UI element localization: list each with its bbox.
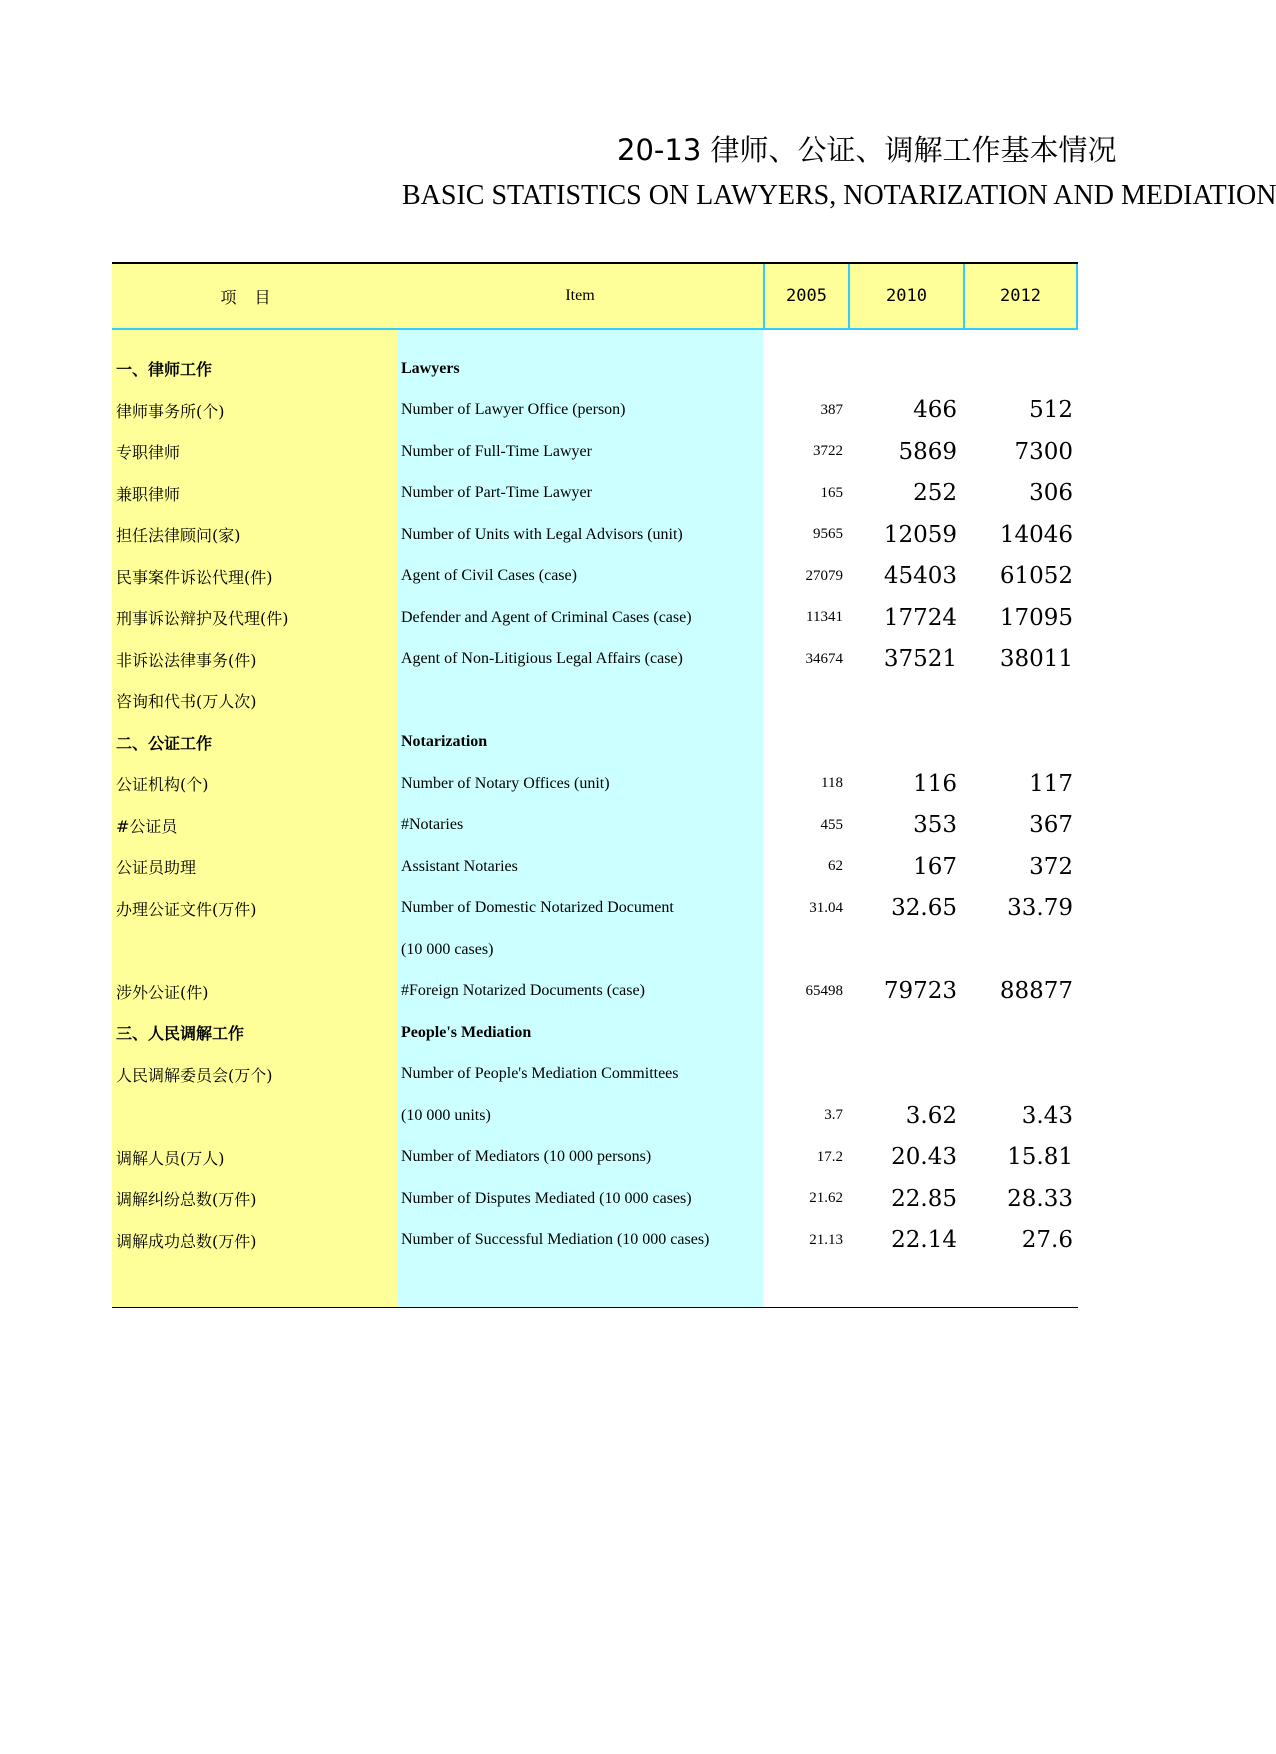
value-2012: [963, 1012, 1073, 1054]
table-row: [112, 805, 1078, 847]
table-row: [112, 556, 1078, 598]
header-year-2005: 2005: [763, 264, 848, 328]
value-2010: 22.85: [891, 1185, 957, 1212]
value-2005: [763, 929, 843, 971]
row-label-cn: 二、公证工作: [116, 733, 213, 753]
value-2012: 306: [1029, 480, 1073, 507]
value-2005: [763, 722, 843, 764]
row-label-cn: 兼职律师: [116, 484, 181, 504]
value-2012: 28.33: [1007, 1185, 1073, 1212]
title-chinese: [617, 128, 1117, 169]
row-label-en: Lawyers: [401, 359, 460, 377]
row-label-en: Notarization: [401, 733, 488, 751]
value-2010: 37521: [883, 646, 957, 673]
row-label-en: Agent of Civil Cases (case): [401, 567, 577, 585]
value-2010: 252: [913, 480, 957, 507]
row-label-en: Number of Disputes Mediated (10 000 cases): [401, 1189, 692, 1207]
value-2012: 33.79: [1007, 895, 1073, 922]
row-label-cn: 刑事诉讼辩护及代理(件): [116, 609, 289, 629]
table-row: [112, 1054, 1078, 1096]
row-label-cn: 律师事务所(个): [116, 401, 225, 421]
value-2005: [763, 1054, 843, 1096]
value-2012: 61052: [999, 563, 1073, 590]
value-2005: 11341: [806, 609, 843, 626]
value-2010: [848, 1054, 957, 1096]
value-2012: 14046: [999, 521, 1073, 548]
value-2010: 32.65: [891, 895, 957, 922]
value-2005: 3722: [813, 443, 843, 460]
table-header: [112, 262, 1078, 330]
value-2010: 167: [913, 853, 957, 880]
row-label-en: Number of Full-Time Lawyer: [401, 442, 592, 460]
table-row: [112, 1178, 1078, 1220]
value-2012: 7300: [1014, 438, 1073, 465]
row-label-cn: 三、人民调解工作: [116, 1024, 245, 1044]
value-2010: 79723: [883, 978, 957, 1005]
row-label-cn: 民事案件诉讼代理(件): [116, 567, 273, 587]
table-row: [112, 971, 1078, 1013]
value-2012: 38011: [999, 646, 1073, 673]
table-row: [112, 639, 1078, 681]
row-label-en: Number of Mediators (10 000 persons): [401, 1148, 652, 1166]
row-label-cn: 担任法律顾问(家): [116, 526, 241, 546]
header-item-en: Item: [565, 287, 595, 304]
row-label-en: Number of People's Mediation Committees: [401, 1065, 679, 1083]
value-2005: [763, 1012, 843, 1054]
header-year-2012: 2012: [963, 264, 1078, 328]
value-2010: 22.14: [891, 1227, 957, 1254]
value-2010: [848, 929, 957, 971]
value-2005: 21.13: [809, 1231, 843, 1248]
row-label-en: Number of Part-Time Lawyer: [401, 484, 592, 502]
value-2005: 31.04: [809, 899, 843, 916]
table-row: [112, 888, 1078, 930]
value-2010: [848, 348, 957, 390]
row-label-cn: 公证机构(个): [116, 775, 209, 795]
value-2012: 367: [1029, 812, 1073, 839]
table-row: [112, 1095, 1078, 1137]
row-label-cn: 人民调解委员会(万个): [116, 1065, 273, 1085]
table-row: [112, 431, 1078, 473]
row-label-cn: [116, 1095, 396, 1137]
value-2010: 12059: [883, 521, 957, 548]
table-number: 20-13: [617, 133, 702, 167]
table-row: [112, 846, 1078, 888]
value-2012: 15.81: [1007, 1144, 1073, 1171]
value-2005: 165: [820, 484, 843, 501]
row-label-en: (10 000 units): [401, 1106, 491, 1124]
row-label-cn: 办理公证文件(万件): [116, 899, 257, 919]
statistics-table: [112, 262, 1078, 1308]
value-2005: 455: [820, 816, 843, 833]
row-label-cn: 专职律师: [116, 443, 181, 463]
table-row: [112, 1137, 1078, 1179]
value-2010: [848, 1012, 957, 1054]
row-label-en: Number of Domestic Notarized Document: [401, 899, 674, 917]
header-item-cn: 项目: [220, 287, 289, 307]
row-label-en: People's Mediation: [401, 1023, 532, 1041]
table-row: [112, 473, 1078, 515]
value-2005: 62: [828, 858, 843, 875]
value-2005: 387: [820, 401, 843, 418]
row-label-cn: 公证员助理: [116, 858, 197, 878]
value-2005: 17.2: [816, 1148, 843, 1165]
value-2012: 17095: [999, 604, 1073, 631]
value-2012: 3.43: [1021, 1102, 1073, 1129]
section-row: [112, 722, 1078, 764]
value-2012: 512: [1029, 397, 1073, 424]
value-2010: [848, 680, 957, 722]
value-2012: [963, 348, 1073, 390]
row-label-cn: 调解纠纷总数(万件): [116, 1190, 257, 1210]
value-2012: [963, 929, 1073, 971]
value-2012: [963, 680, 1073, 722]
table-row: [112, 929, 1078, 971]
table-row: [112, 514, 1078, 556]
row-label-cn: 调解人员(万人): [116, 1148, 225, 1168]
title-chinese-text: 律师、公证、调解工作基本情况: [710, 133, 1117, 167]
table-row: [112, 390, 1078, 432]
value-2005: 9565: [813, 526, 843, 543]
row-label-cn: 咨询和代书(万人次): [116, 692, 257, 712]
row-label-en: Assistant Notaries: [401, 857, 518, 875]
value-2005: 118: [821, 775, 843, 792]
value-2010: 5869: [898, 438, 957, 465]
value-2010: 17724: [883, 604, 957, 631]
value-2005: [763, 680, 843, 722]
table-row: [112, 763, 1078, 805]
value-2012: 27.6: [1021, 1227, 1073, 1254]
row-label-en: Number of Successful Mediation (10 000 cases): [401, 1231, 710, 1249]
value-2012: 117: [1029, 770, 1073, 797]
table-row: [112, 597, 1078, 639]
value-2005: 65498: [805, 982, 843, 999]
row-label-en: Number of Notary Offices (unit): [401, 774, 610, 792]
value-2010: 116: [913, 770, 957, 797]
value-2012: [963, 1054, 1073, 1096]
value-2012: [963, 722, 1073, 764]
value-2010: 45403: [883, 563, 957, 590]
table-row: [112, 1220, 1078, 1262]
value-2010: [848, 722, 957, 764]
row-label-cn: 调解成功总数(万件): [116, 1231, 257, 1251]
row-label-en: #Foreign Notarized Documents (case): [401, 982, 645, 1000]
table-bottom-rule: [112, 1307, 1078, 1308]
value-2005: 34674: [805, 650, 843, 667]
section-row: [112, 348, 1078, 390]
value-2005: 3.7: [824, 1107, 843, 1124]
row-label-cn: 非诉讼法律事务(件): [116, 650, 257, 670]
row-label-en: Number of Lawyer Office (person): [401, 401, 626, 419]
row-label-cn: 涉外公证(件): [116, 982, 209, 1002]
value-2005: [763, 348, 843, 390]
row-label-en: Number of Units with Legal Advisors (unit): [401, 525, 683, 543]
value-2012: 88877: [999, 978, 1073, 1005]
row-label-cn: 一、律师工作: [116, 360, 213, 380]
value-2010: 466: [913, 397, 957, 424]
value-2005: 21.62: [809, 1190, 843, 1207]
value-2010: 3.62: [905, 1102, 957, 1129]
row-label-cn: #公证员: [116, 816, 178, 836]
row-label-en: (10 000 cases): [401, 940, 494, 958]
value-2005: 27079: [805, 567, 843, 584]
section-row: [112, 1012, 1078, 1054]
header-year-2010: 2010: [848, 264, 963, 328]
value-2010: 20.43: [891, 1144, 957, 1171]
table-row: [112, 680, 1078, 722]
row-label-cn: [116, 929, 396, 971]
row-label-en: #Notaries: [401, 816, 464, 834]
value-2010: 353: [913, 812, 957, 839]
row-label-en: [401, 680, 761, 722]
value-2012: 372: [1029, 853, 1073, 880]
table-body: [112, 330, 1078, 1261]
row-label-en: Agent of Non-Litigious Legal Affairs (case): [401, 650, 683, 668]
row-label-en: Defender and Agent of Criminal Cases (case): [401, 608, 692, 626]
title-english: BASIC STATISTICS ON LAWYERS, NOTARIZATION AND MEDIATION: [402, 180, 1276, 211]
